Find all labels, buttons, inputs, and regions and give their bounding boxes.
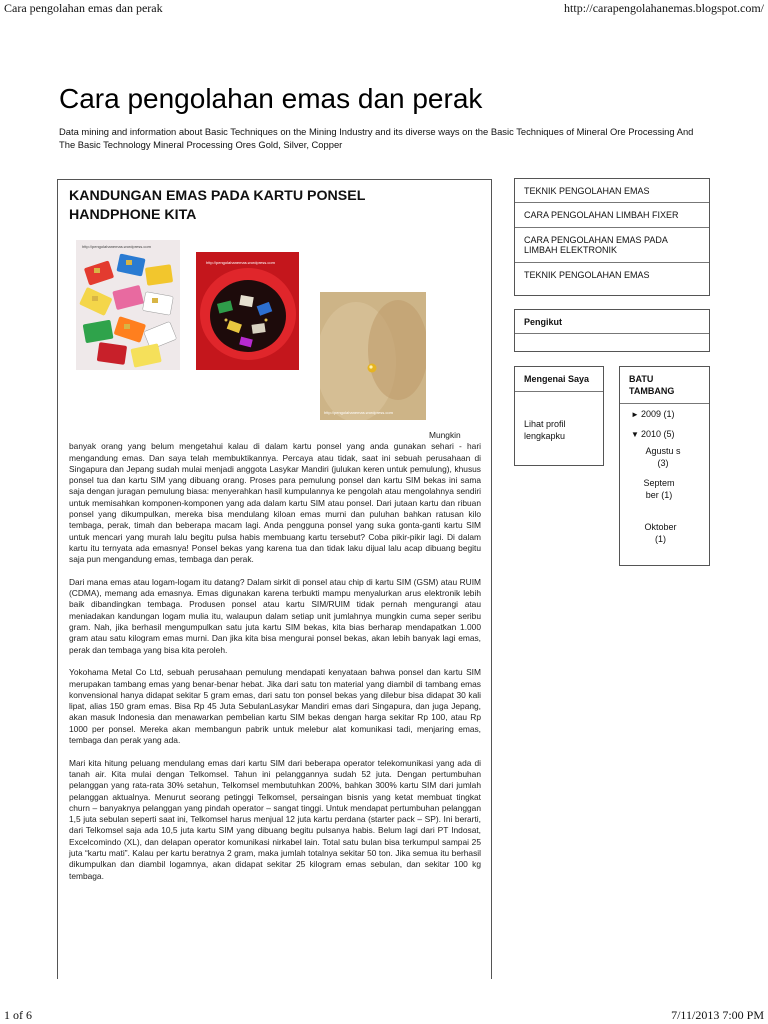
gold-bead-graphic [320,292,426,420]
archive-year-2010[interactable] [631,428,675,441]
print-header-url: http://carapengolahanemas.blogspot.com/ [564,1,764,15]
archive-widget [619,366,710,566]
sim-cards-graphic [76,240,180,370]
archive-month-september[interactable]: Septem ber (1) [643,478,675,500]
archive-month-oktober[interactable]: Oktober (1) [644,522,677,544]
view-profile-link[interactable]: Lihat profil lengkapku [524,419,566,441]
link-item[interactable]: CARA PENGOLAHAN LIMBAH FIXER [515,203,709,228]
bowl-graphic [196,252,299,370]
about-widget [514,366,604,466]
archive-heading: BATU TAMBANG [620,367,709,404]
expanded-arrow-icon[interactable]: ▼ [631,430,639,439]
followers-widget [514,309,710,352]
post-title[interactable]: KANDUNGAN EMAS PADA KARTU PONSEL HANDPHONE KITA [69,188,366,223]
image-watermark: http://pengolahanemas.wordpress.com [324,410,393,415]
image-watermark: http://pengolahanemas.wordpress.com [82,244,151,249]
links-heading[interactable]: TEKNIK PENGOLAHAN EMAS [515,179,709,203]
archive-year-label[interactable]: 2010 (5) [641,429,675,439]
print-header-title: Cara pengolahan emas dan perak [4,1,163,15]
post-paragraph: Mari kita hitung peluang mendulang emas dari kartu SIM dari beberapa operator telekomunikasi yang ada di tanah air. Kita mulai dengan Telkomsel. Tahun ini pelanggannya sudah 52 juta. Dengan pertumbuhan pelanggan yang rata-rata 30% setahun, Telkomsel membutuhkan 200%, bahkan 300% kartu SIM dari jumlah pelanggan aktualnya. Menurut seorang petinggi Telkomsel, persaingan bisnis yang ketat membuat tingkat churn – banyaknya pelanggan yang pindah operator – sangat tinggi. Untuk mendapat pertumbuhan pelanggan 1,5 juta sebulan seperti saat ini, Telkomsel harus menjual 12 juta kartu perdana (starter pack – SP). Ini berarti, dari Telkomsel saja ada 10,5 juta kartu SIM yang dibuang begitu pulsanya habis. Belum lagi dari PT Indosat, Excelcomindo (XL), dan delapan operator komunikasi nirkabel lain. Total satu bulan bisa terkumpul sampai 25 juta “kartu mati”. Kalau per kartu beratnya 2 gram, maka jumlah totalnya sekitar 50 ton. Jika semua itu berhasil dikumpulkan dan diambil logamnya, akan didapat sekitar 25 kilogram emas sebulan, dan sekitar 100 kg tembaga. [69,757,481,881]
link-item[interactable]: CARA PENGOLAHAN EMAS PADA LIMBAH ELEKTRONIK [515,228,709,263]
about-heading: Mengenai Saya [515,367,603,392]
post-body [69,430,481,893]
link-item[interactable]: TEKNIK PENGOLAHAN EMAS [524,269,650,280]
blog-description: Data mining and information about Basic Techniques on the Mining Industry and its diverse ways on the Basic Techniques of Mineral Ore Processing And The Basic Technology Mineral Processing Ores Gold, Silver, Copper [59,126,694,150]
print-timestamp: 7/11/2013 7:00 PM [671,1008,764,1022]
post-paragraph: Yokohama Metal Co Ltd, sebuah perusahaan pemulung mendapati kenyataan bahwa ponsel dan kartu SIM merupakan tambang emas yang benar-benar hebat. Jika dari satu ton material yang diambil di tambang emas konvensional hanya didapat sekitar 5 gram emas, dari satu ton ponsel bekas yang dilebur bisa didapat 30 kali lipat, alias 150 gram emas. Bisa Rp 45 Juta SebulanLasykar Mandiri emas dari Singapura, dan juga Jepang, akan masuk Indonesia dan menawarkan pembelian kartu SIM bekas dengan harga sekitar Rp 100, atau Rp 1000 per ponsel. Mereka akan membangun pabrik untuk melebur alat komunikasi tadi, menjaring emas, tembaga dan perak yang ada. [69,667,481,746]
post-paragraph: Dari mana emas atau logam-logam itu datang? Dalam sirkit di ponsel atau chip di kartu SIM (GSM) atau RUIM (CDMA), memang ada emasnya. Emas digunakan karena terbukti mampu menyalurkan arus elektronik lebih baik dibandingkan tembaga. Produsen ponsel atau kartu SIM/RUIM tidak pernah mengurangi atau meniadakan kandungan logam mulia itu, walaupun dalam setiap unit jumlahnya mungkin cuma seper seribu gram. Nah, jika berhasil mengumpulkan satu juta kartu SIM bekas, kita bias berharap mendapatkan 1.000 gram atau satu kilogram emas murni. Dan jika kita bisa mengurai ponsel bekas, akan lebih banyak lagi emas, perak dan tembaga yang bisa kita peroleh. [69,576,481,655]
post-paragraph: Mungkin banyak orang yang belum mengetahui kalau di dalam kartu ponsel yang anda gunakan sehari - hari mengandung emas. Dan saya telah membuktikannya. Percaya atau tidak, saat ini sebuah perusahaan di Singapura dan Jepang sudah mulai menjadi anggota Lasykar Mandiri (julukan keren untuk pemulung), khusus ponsel tua dan kartu SIM yang dibuang orang. Proses para pemulung ponsel dan kartu SIM bekas ini sama saja dengan juragan pemulung biasa: menyerahkan hasil kumpulannya ke pengolah atau mengolahnya sendiri untuk memisahkan komponen-komponen yang ada dalam kartu SIM atau ponsel. Dari jutaan kartu dan ribuan ponsel yang dikumpulkan, mereka bisa mendulang kiloan emas murni dan puluhan bahkan ratusan kilo tembaga, perak, timah dan beberapa macam lagi. Anda pengguna ponsel yang suka gonta-ganti kartu SIM untuk mencari yang murah lalu begitu pulsa habis membuang kartu tersebut? Coba pikir-pikir lagi. Di dalam kartu itu ternyata ada emasnya! Ponsel bekas yang karena tua dan tidak laku dijual lalu acap dibuang begitu saja pun mengandung emas, tembaga dan perak. [69,430,481,565]
gold-bead-image[interactable] [320,292,426,420]
blog-title[interactable]: Cara pengolahan emas dan perak [59,83,483,114]
melted-sim-bowl-image[interactable] [196,252,299,370]
archive-year-2009[interactable] [631,408,675,421]
collapsed-arrow-icon[interactable]: ► [631,410,639,419]
followers-heading: Pengikut [515,310,709,334]
post-container [57,179,492,979]
print-page-number: 1 of 6 [4,1008,32,1022]
links-widget [514,178,710,296]
sim-cards-image[interactable] [76,240,180,370]
image-watermark: http://pengolahanemas.wordpress.com [206,260,275,265]
archive-year-label[interactable]: 2009 (1) [641,409,675,419]
archive-month-agustus[interactable]: Agustu s (3) [645,446,681,468]
